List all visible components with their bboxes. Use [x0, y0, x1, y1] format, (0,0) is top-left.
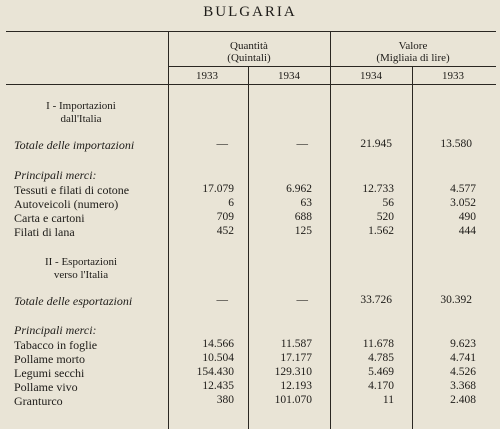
export-total-value: 33.726 — [360, 294, 392, 306]
table-cell: 6.962 — [286, 183, 312, 195]
quantity-header-label: Quantità — [230, 40, 268, 52]
import-total-value: 13.580 — [440, 138, 472, 150]
table-cell: 444 — [458, 225, 476, 237]
table-cell: 9.623 — [450, 338, 476, 350]
table-row-label: Pollame morto — [14, 352, 85, 366]
table-cell: 14.566 — [202, 338, 234, 350]
subheader-divider — [168, 66, 496, 67]
export-section-heading — [6, 256, 156, 282]
table-cell: 56 — [382, 197, 394, 209]
table-cell: 3.368 — [450, 380, 476, 392]
import-section-heading — [6, 100, 156, 126]
table-cell: 17.177 — [280, 352, 312, 364]
table-cell: 101.070 — [274, 394, 312, 406]
table-cell: 709 — [216, 211, 234, 223]
import-total-value: — — [216, 138, 228, 150]
year-header: 1933 — [196, 70, 218, 82]
table-cell: 4.577 — [450, 183, 476, 195]
import-merci-label: Principali merci: — [14, 168, 97, 182]
table-cell: 63 — [300, 197, 312, 209]
table-row-label: Filati di lana — [14, 225, 75, 239]
quantity-column-divider — [248, 66, 249, 429]
quantity-header — [168, 40, 330, 64]
label-column-divider — [168, 31, 169, 429]
table-cell: 5.469 — [368, 366, 394, 378]
year-header: 1934 — [360, 70, 382, 82]
header-bottom-border — [6, 84, 496, 85]
value-column-divider — [412, 66, 413, 429]
import-total-value: 21.945 — [360, 138, 392, 150]
table-cell: 520 — [376, 211, 394, 223]
value-header-unit: (Migliaia di lire) — [376, 52, 450, 64]
table-cell: 688 — [294, 211, 312, 223]
export-total-value: — — [216, 294, 228, 306]
table-cell: 3.052 — [450, 197, 476, 209]
export-heading-line1: II - Esportazioni — [44, 256, 118, 268]
year-header: 1934 — [278, 70, 300, 82]
export-total-label: Totale delle esportazioni — [14, 294, 133, 308]
import-total-label: Totale delle importazioni — [14, 138, 135, 152]
table-row-label: Autoveicoli (numero) — [14, 197, 119, 211]
page-title: BULGARIA — [203, 4, 297, 20]
import-heading-line1: I - Importazioni — [46, 100, 116, 112]
import-heading-line2: dall'Italia — [60, 113, 102, 125]
value-header — [330, 40, 496, 64]
table-cell: 2.408 — [450, 394, 476, 406]
quantity-header-unit: (Quintali) — [227, 52, 271, 64]
table-row-label: Tessuti e filati di cotone — [14, 183, 130, 197]
table-row-label: Granturco — [14, 394, 63, 408]
export-total-value: — — [296, 294, 308, 306]
table-cell: 4.741 — [450, 352, 476, 364]
table-cell: 1.562 — [368, 225, 394, 237]
table-cell: 4.526 — [450, 366, 476, 378]
export-total-value: 30.392 — [440, 294, 472, 306]
table-cell: 6 — [228, 197, 234, 209]
table-cell: 4.785 — [368, 352, 394, 364]
table-cell: 129.310 — [274, 366, 312, 378]
export-merci-label: Principali merci: — [14, 323, 97, 337]
export-heading-line2: verso l'Italia — [53, 269, 109, 281]
value-header-label: Valore — [398, 40, 428, 52]
table-cell: 490 — [458, 211, 476, 223]
table-cell: 125 — [294, 225, 312, 237]
table-row-label: Carta e cartoni — [14, 211, 85, 225]
table-row-label: Pollame vivo — [14, 380, 78, 394]
table-cell: 12.193 — [280, 380, 312, 392]
import-total-value: — — [296, 138, 308, 150]
table-row-label: Tabacco in foglie — [14, 338, 98, 352]
table-cell: 4.170 — [368, 380, 394, 392]
year-header: 1933 — [442, 70, 464, 82]
table-cell: 12.435 — [202, 380, 234, 392]
table-cell: 11 — [382, 394, 394, 406]
table-cell: 11.678 — [362, 338, 394, 350]
table-top-border — [6, 31, 496, 32]
table-cell: 10.504 — [202, 352, 234, 364]
table-cell: 452 — [216, 225, 234, 237]
group-divider — [330, 31, 331, 429]
table-cell: 17.079 — [202, 183, 234, 195]
table-cell: 154.430 — [196, 366, 234, 378]
table-cell: 380 — [216, 394, 234, 406]
table-row-label: Legumi secchi — [14, 366, 85, 380]
table-cell: 12.733 — [362, 183, 394, 195]
table-cell: 11.587 — [280, 338, 312, 350]
